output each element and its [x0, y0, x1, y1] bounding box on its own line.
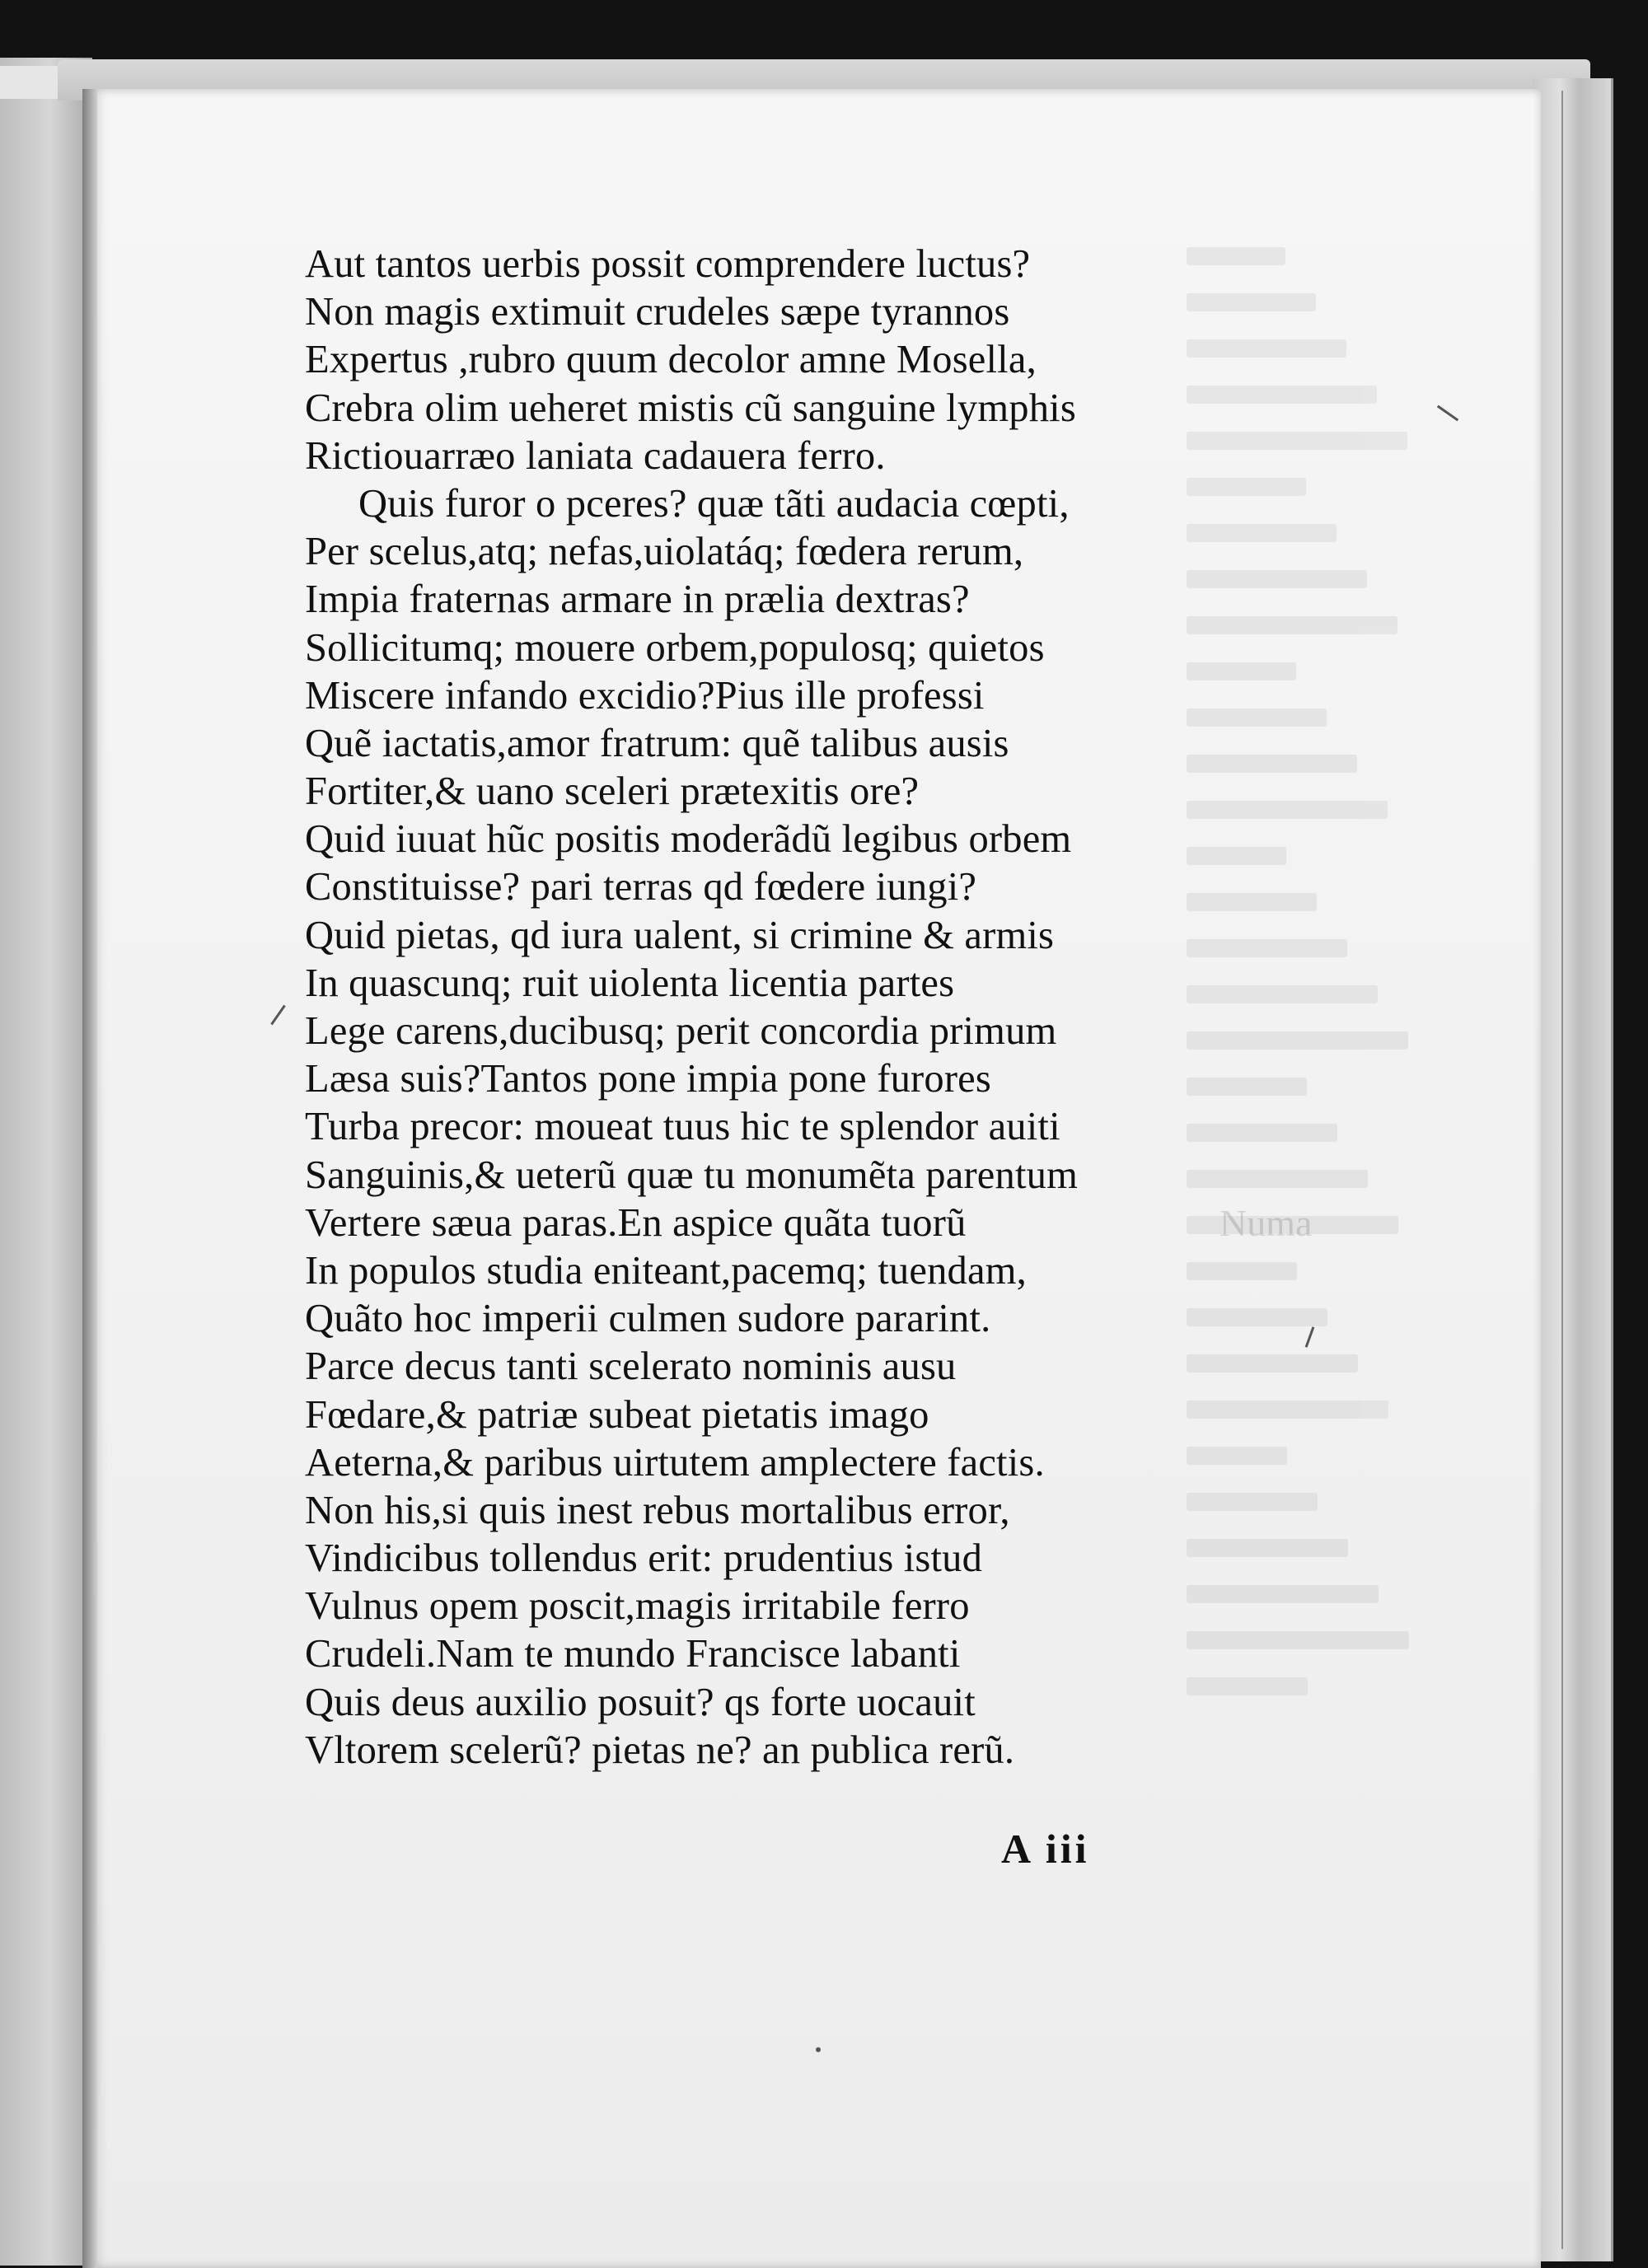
- verse-line: Vltorem scelerũ? pietas ne? an publica rerũ.: [305, 1728, 1015, 1772]
- verse-line: Rictiouarræo laniata cadauera ferro.: [305, 433, 886, 478]
- verse-line: Sanguinis,& ueterũ quæ tu monumẽta parentum: [305, 1153, 1079, 1197]
- verse-line: Vulnus opem poscit,magis irritabile ferro: [305, 1584, 970, 1629]
- verse-line: Quis deus auxilio posuit? qs forte uocauit: [305, 1680, 976, 1724]
- page-stack-line: [1561, 91, 1563, 2249]
- verse-line: Parce decus tanti scelerato nominis ausu: [305, 1344, 957, 1389]
- verse-line: Quãto hoc imperii culmen sudore pararint.: [305, 1297, 991, 1341]
- verse-line: Crudeli.Nam te mundo Francisce labanti: [305, 1632, 961, 1676]
- facing-page-top-edge: [0, 66, 66, 99]
- page-gutter-shadow: [82, 89, 97, 2268]
- verse-line: Crebra olim ueheret mistis cũ sanguine lymphis: [305, 386, 1076, 430]
- facing-page-edge: [0, 58, 92, 2266]
- verse-line: Expertus ,rubro quum decolor amne Mosella,: [305, 338, 1037, 382]
- verse-line: Impia fraternas armare in prælia dextras?: [305, 578, 970, 622]
- verse-line: Fortiter,& uano sceleri prætexitis ore?: [305, 769, 920, 814]
- verse-line: Lege carens,ducibusq; perit concordia primum: [305, 1009, 1057, 1053]
- page-stack-edge: [1533, 78, 1613, 2261]
- verse-line: Aeterna,& paribus uirtutem amplectere factis.: [305, 1440, 1045, 1485]
- verse-line: Quẽ iactatis,amor fratrum: quẽ talibus ausis: [305, 721, 1009, 765]
- verse-line: Sollicitumq; mouere orbem,populosq; quietos: [305, 625, 1045, 670]
- verse-line: In quascunq; ruit uiolenta licentia partes: [305, 961, 955, 1005]
- verse-line: Aut tantos uerbis possit comprendere luctus?: [305, 242, 1031, 286]
- verse-line: Non magis extimuit crudeles sæpe tyrannos: [305, 290, 1010, 334]
- verse-line: Fœdare,& patriæ subeat pietatis imago: [305, 1392, 929, 1437]
- verse-line: Constituisse? pari terras qd fœdere iungi?: [305, 865, 977, 910]
- verse-line: Turba precor: moueat tuus hic te splendor auiti: [305, 1105, 1060, 1149]
- verse-line: Per scelus,atq; nefas,uiolatáq; fœdera rerum,: [305, 530, 1024, 574]
- verse-line: Quid iuuat hũc positis moderãdũ legibus orbem: [305, 817, 1072, 862]
- verse-line: Non his,si quis inest rebus mortalibus error,: [305, 1488, 1010, 1532]
- verse-line: Vertere sæua paras.En aspice quãta tuorũ: [305, 1200, 967, 1245]
- verse-line: Miscere infando excidio?Pius ille professi: [305, 673, 985, 718]
- stray-mark: [816, 2047, 821, 2052]
- verse-line: Quis furor o pceres? quæ tãti audacia cœpti,: [358, 481, 1070, 526]
- show-through-word: Numa: [1220, 1202, 1313, 1244]
- verse-line: Vindicibus tollendus erit: prudentius istud: [305, 1536, 983, 1581]
- verse-line: Læsa suis?Tantos pone impia pone furores: [305, 1057, 991, 1101]
- signature-mark: A iii: [1001, 1826, 1090, 1872]
- verse-line: Quid pietas, qd iura ualent, si crimine & armis: [305, 913, 1055, 957]
- verse-line: In populos studia eniteant,pacemq; tuendam,: [305, 1248, 1027, 1293]
- verse-text-block: [305, 241, 1228, 1775]
